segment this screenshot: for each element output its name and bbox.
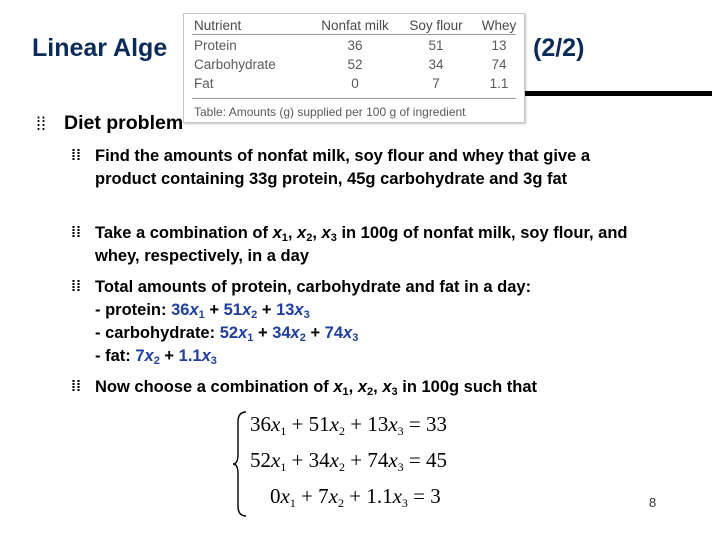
page-number: 8 [649,495,657,510]
carb-line: - carbohydrate: $52x_1 + 34x_2 + 74x_3$ [95,324,359,344]
bullet-icon: ⁞⁞ [71,224,81,241]
table-cell: 74 [491,57,507,72]
table-cell: 0 [351,76,359,91]
table-cell: 36 [347,38,363,53]
table-divider [192,98,516,99]
table-cell: 1.1 [489,76,509,91]
table-cell: 52 [347,57,363,72]
equation-3: $0x_1 + 7x_2 + 1.1x_3 = 3$ [270,484,441,510]
equation-system [232,410,492,518]
main-bullet: Diet problem [64,112,184,134]
protein-line: - protein: $36x_1 + 51x_2 + 13x_3$ [95,301,310,321]
table-header-cell: Nutrient [194,18,242,33]
sub-bullet-2: Take a combination of $x_1$, $x_2$, $x_3$ in 100g of nonfat milk, soy flour, and whey, respectively, in a day [95,224,628,265]
table-header-row [184,18,524,34]
bullet-icon: ⁞⁞ [36,114,47,134]
fat-line: - fat: $7x_2 + 1.1x_3$ [95,347,217,367]
sub-bullet-2-pre: Take a combination of [95,224,268,242]
left-brace-icon [232,410,250,518]
table-cell: Carbohydrate [194,57,276,72]
equation-2: $52x_1 + 34x_2 + 74x_3 = 45$ [250,448,448,474]
table-divider [192,34,516,35]
bullet-icon: ⁞⁞ [71,378,81,395]
nutrient-table [183,13,525,123]
table-row [184,76,524,92]
table-cell: 13 [491,38,507,53]
equation-1: $36x_1 + 51x_2 + 13x_3 = 33$ [250,412,448,438]
sub-bullet-3-text: Total amounts of protein, carbohydrate and fat in a day: [95,278,532,296]
bullet-icon: ⁞⁞ [71,147,81,164]
table-cell: Fat [194,76,214,91]
table-row [184,38,524,54]
bullet-icon: ⁞⁞ [71,278,81,295]
table-caption: Table: Amounts (g) supplied per 100 g of ingredient [194,105,466,119]
sub-bullet-4: Now choose a combination of $x_1$, $x_2$, $x_3$ in 100g such that [95,378,538,398]
table-cell: 51 [428,38,444,53]
slide-title: Linear Alge [32,34,168,62]
sub-bullet-1: Find the amounts of nonfat milk, soy flour and whey that give a product containing 33g protein, 45g carbohydrate and 3g fat [95,147,591,188]
table-cell: 7 [432,76,440,91]
table-cell: 34 [428,57,444,72]
sub-bullet-3 [95,276,655,368]
table-row [184,57,524,73]
table-cell: Protein [194,38,237,53]
table-header-cell: Whey [481,18,517,33]
table-header-cell: Nonfat milk [321,18,389,33]
sub-bullet-2-post: in 100g of nonfat milk, soy flour, and whey, respectively, in a day [95,224,628,265]
slide-title-part: (2/2) [533,34,585,62]
table-header-cell: Soy flour [409,18,463,33]
